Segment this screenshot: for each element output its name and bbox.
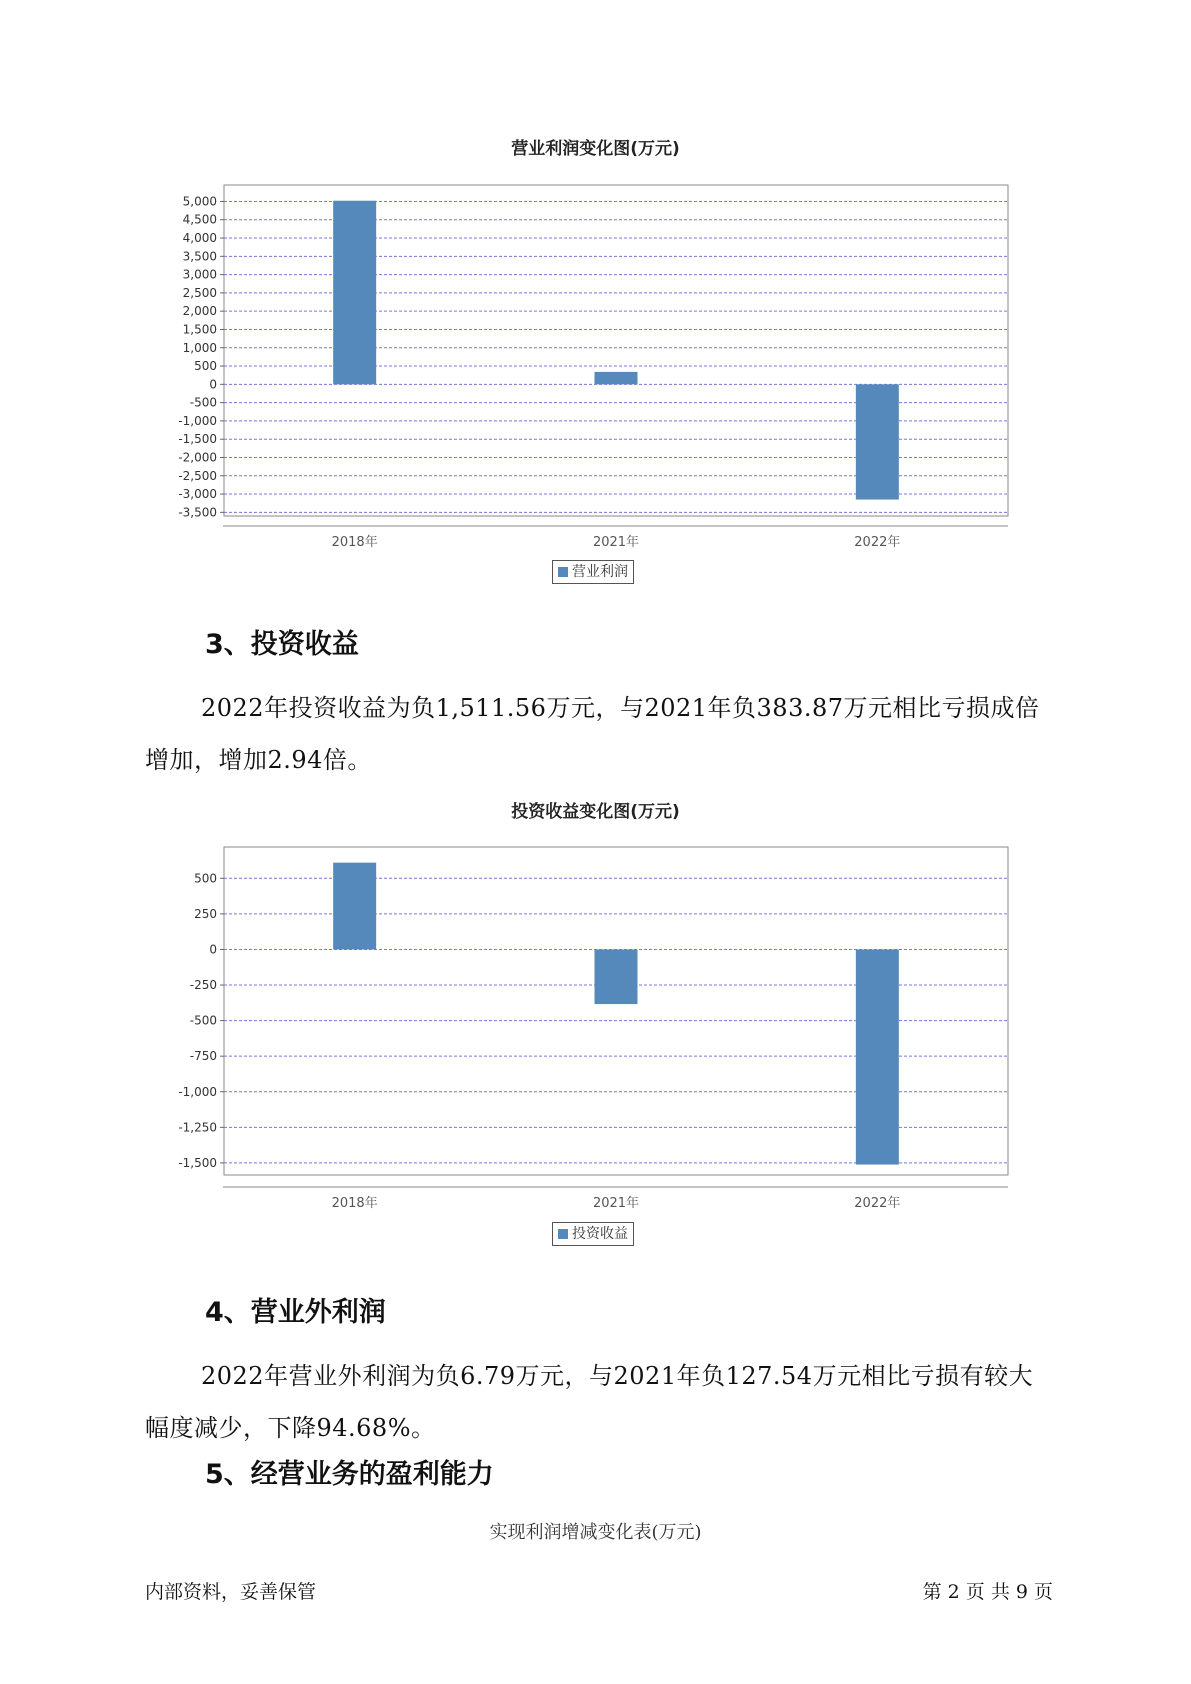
y-tick-label: -1,000 [178, 413, 217, 428]
y-tick-label: 4,000 [182, 231, 217, 246]
footer-page-number: 第 2 页 共 9 页 [922, 1581, 1053, 1603]
paragraph-non-operating: 2022年营业外利润为负6.79万元，与2021年负127.54万元相比亏损有较大幅度减少，下降94.68%。 [145, 1362, 1034, 1442]
y-tick-label: -1,500 [178, 432, 217, 447]
y-tick-label: 3,500 [182, 249, 217, 264]
y-tick-label: -3,500 [178, 505, 217, 520]
x-tick-label: 2022年 [854, 535, 901, 550]
bar [333, 863, 376, 950]
y-tick-label: 2,500 [182, 285, 217, 300]
y-tick-label: -2,000 [178, 450, 217, 465]
y-tick-label: 0 [209, 942, 217, 957]
y-tick-label: -500 [189, 1013, 217, 1028]
x-tick-label: 2018年 [331, 1196, 378, 1211]
section-heading-investment: 3、投资收益 [205, 629, 359, 660]
table-caption: 实现利润增减变化表(万元) [489, 1522, 702, 1543]
bar [595, 949, 638, 1004]
x-tick-label: 2018年 [331, 535, 378, 550]
y-tick-label: 1,500 [182, 322, 217, 337]
investment-income-chart-title: 投资收益变化图(万元) [511, 802, 680, 822]
y-tick-label: 500 [194, 871, 217, 886]
y-tick-label: 3,000 [182, 267, 217, 282]
legend-swatch [558, 1229, 568, 1239]
y-tick-label: -1,000 [178, 1084, 217, 1099]
legend-label: 投资收益 [572, 1226, 628, 1242]
y-tick-label: 4,500 [182, 212, 217, 227]
operating-profit-chart-title: 营业利润变化图(万元) [511, 139, 680, 159]
footer-confidential-note: 内部资料，妥善保管 [145, 1581, 317, 1603]
legend-label: 营业利润 [572, 564, 628, 580]
y-tick-label: 1,000 [182, 340, 217, 355]
x-tick-label: 2021年 [592, 535, 640, 550]
y-tick-label: -2,500 [178, 468, 217, 483]
paragraph-investment: 2022年投资收益为负1,511.56万元，与2021年负383.87万元相比亏损成倍增加，增加2.94倍。 [145, 694, 1040, 774]
section-heading-profitability: 5、经营业务的盈利能力 [205, 1459, 494, 1490]
y-tick-label: -750 [189, 1049, 217, 1064]
bar [856, 949, 899, 1164]
y-tick-label: -1,500 [178, 1155, 217, 1170]
section-heading-non-operating: 4、营业外利润 [205, 1297, 386, 1328]
x-tick-label: 2022年 [854, 1196, 901, 1211]
y-tick-label: 5,000 [182, 194, 217, 209]
y-tick-label: -3,000 [178, 487, 217, 502]
investment-income-legend [552, 1222, 634, 1246]
y-tick-label: -500 [189, 395, 217, 410]
y-tick-label: 250 [194, 906, 217, 921]
y-tick-label: 2,000 [182, 304, 217, 319]
y-tick-label: -1,250 [178, 1120, 217, 1135]
y-tick-label: 0 [209, 377, 217, 392]
y-tick-label: 500 [194, 359, 217, 374]
x-tick-label: 2021年 [592, 1196, 640, 1211]
y-tick-label: -250 [189, 978, 217, 993]
